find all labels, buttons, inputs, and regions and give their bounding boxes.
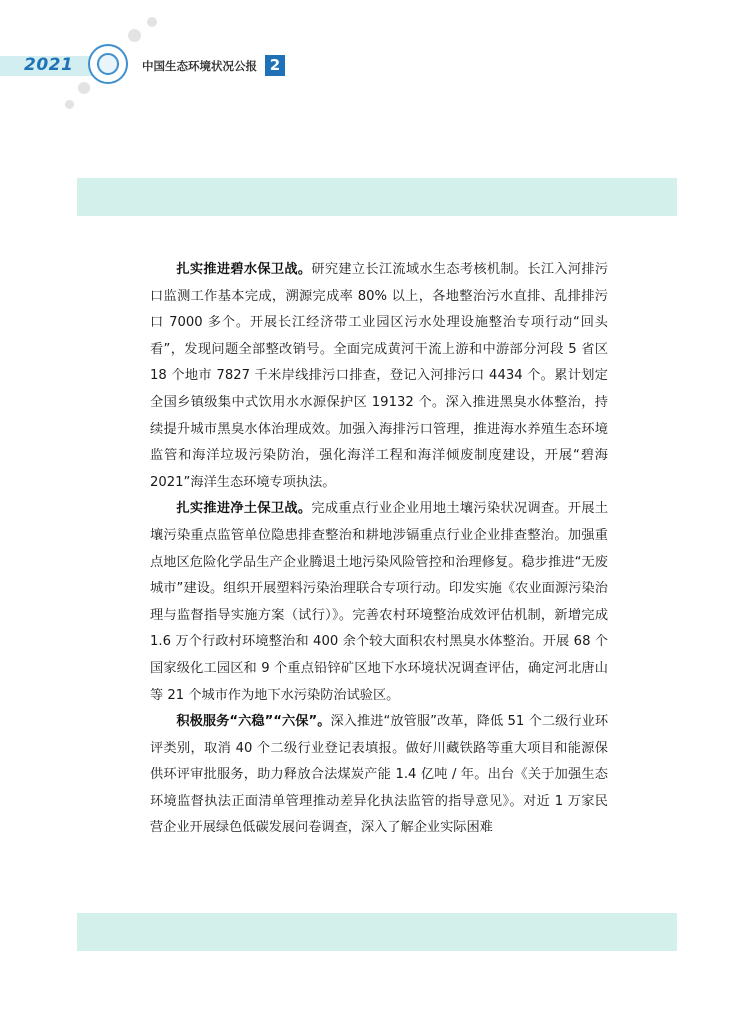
decor-dot bbox=[65, 100, 74, 109]
top-band bbox=[77, 178, 677, 216]
body-text bbox=[150, 257, 608, 842]
paragraph bbox=[150, 709, 608, 842]
paragraph-body: 研究建立长江流域水生态考核机制。长江入河排污口监测工作基本完成，溯源完成率 80% 以上，各地整治污水直排、乱排排污口 7000 多个。开展长江经济带工业园区污水处理设施整治专项行动“回头看”，发现问题全部整改销号。全面完成黄河干流上游和中游部分河段 5 省区 18 个地市 7827 千米岸线排污口排查，登记入河排污口 4434 个。累计划定全国乡镇级集中式饮用水水源保护区 19132 个。深入推进黑臭水体整治，持续提升城市黑臭水体治理成效。加强入海排污口管理，推进海水养殖生态环境监管和海洋垃圾污染防治，强化海洋工程和海洋倾废制度建设，开展“碧海 2021”海洋生态环境专项执法。 bbox=[150, 262, 609, 490]
bottom-band bbox=[77, 913, 677, 951]
logo-ring-inner-icon bbox=[97, 53, 119, 75]
decor-dot bbox=[147, 17, 157, 27]
paragraph bbox=[150, 257, 608, 496]
paragraph-body: 深入推进“放管服”改革，降低 51 个二级行业环评类别，取消 40 个二级行业登记表填报。做好川藏铁路等重大项目和能源保供环评审批服务，助力释放合法煤炭产能 1.4 亿吨 / 年。出台《关于加强生态环境监督执法正面清单管理推动差异化执法监管的指导意见》。对近 1 万家民营企业开展绿色低碳发展问卷调查，深入了解企业实际困难 bbox=[150, 714, 609, 836]
report-title: 中国生态环境状况公报 bbox=[142, 59, 257, 73]
decor-dot bbox=[78, 82, 90, 94]
paragraph-heading: 扎实推进净土保卫战。 bbox=[176, 501, 312, 517]
paragraph bbox=[150, 496, 608, 709]
paragraph-body: 完成重点行业企业用地土壤污染状况调查。开展土壤污染重点监管单位隐患排查整治和耕地涉镉重点行业企业排查整治。加强重点地区危险化学品生产企业腾退土地污染风险管控和治理修复。稳步推进“无废城市”建设。组织开展塑料污染治理联合专项行动。印发实施《农业面源污染治理与监督指导实施方案（试行）》。完善农村环境整治成效评估机制，新增完成 1.6 万个行政村环境整治和 400 余个较大面积农村黑臭水体整治。开展 68 个国家级化工园区和 9 个重点铅锌矿区地下水环境状况调查评估，确定河北唐山等 21 个城市作为地下水污染防治试验区。 bbox=[150, 501, 609, 703]
paragraph-heading: 积极服务“六稳”“六保”。 bbox=[176, 714, 331, 730]
page-number: 2 bbox=[265, 55, 285, 76]
decor-dot bbox=[128, 29, 141, 42]
paragraph-heading: 扎实推进碧水保卫战。 bbox=[176, 262, 312, 277]
report-year: 2021 bbox=[24, 55, 74, 75]
